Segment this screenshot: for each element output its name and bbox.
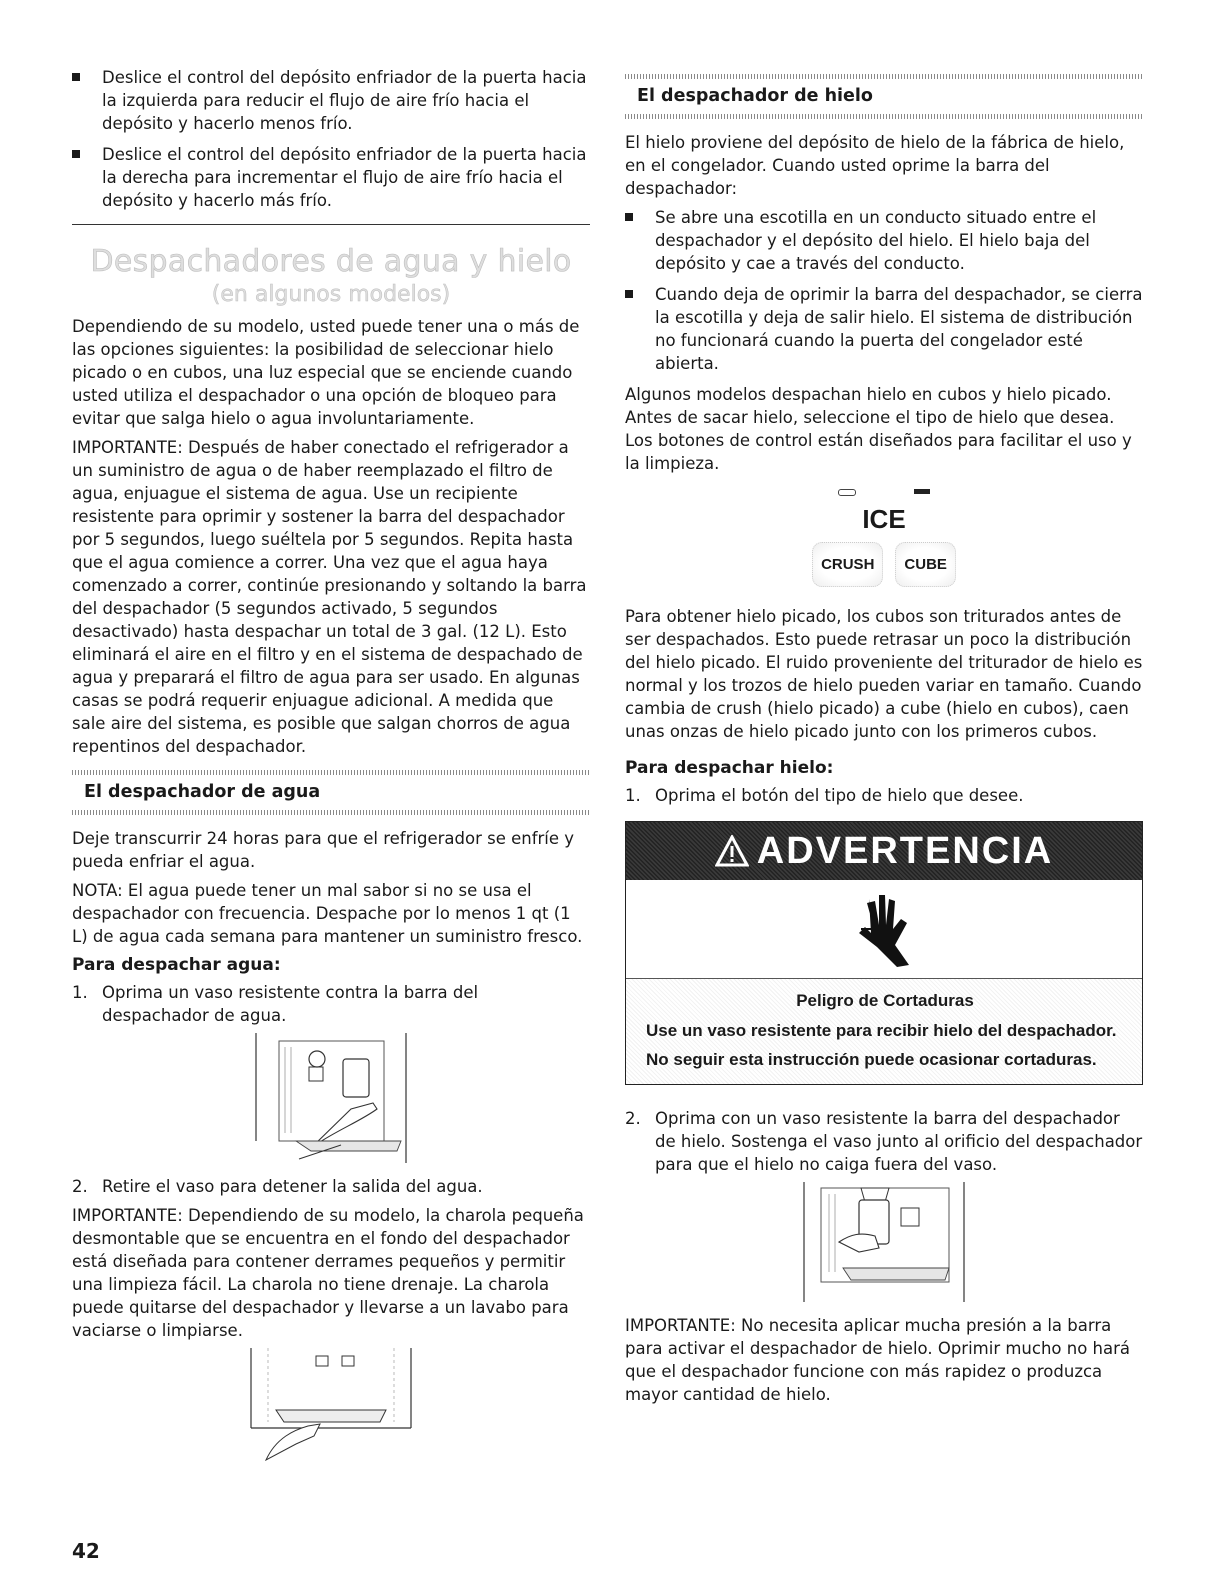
section-title: Despachadores de agua y hielo — [90, 244, 572, 279]
water-dispenser-heading: El despachador de agua — [84, 782, 321, 802]
important-tray-paragraph: IMPORTANTE: Dependiendo de su modelo, la charola pequeña desmontable que se encuentra en el fondo del despachador está diseñada para contener derrames pequeños y permitir una limpieza fácil. La charola no tiene drenaje. La charola puede quitarse del despachador y llevarse a un lavabo para vaciarse o limpiarse. — [72, 1206, 584, 1340]
section-divider — [72, 224, 590, 225]
cube-button[interactable]: CUBE — [895, 542, 956, 587]
list-item: Deslice el control del depósito enfriador de la puerta hacia la derecha para incrementar el flujo de aire frío hacia el depósito y hacerlo más frío. — [72, 143, 590, 212]
step-number: 2. — [72, 1177, 88, 1196]
crush-button[interactable]: CRUSH — [812, 542, 883, 587]
crush-indicator-icon — [838, 489, 856, 496]
step-text: Retire el vaso para detener la salida del agua. — [102, 1177, 483, 1196]
water-note: NOTA: El agua puede tener un mal sabor si no se usa el despachador con frecuencia. Despache por lo menos 1 qt (1 L) de agua cada semana para mantener un suministro fresco. — [72, 881, 583, 946]
ice-steps — [625, 784, 1143, 807]
warning-text: Use un vaso resistente para recibir hielo del despachador. — [646, 1021, 1117, 1040]
warning-body — [626, 979, 1142, 1084]
ice-steps-continued — [625, 1107, 1143, 1176]
warning-header — [626, 822, 1142, 880]
drip-tray-illustration — [72, 1348, 590, 1468]
water-dispenser-illustration — [72, 1033, 590, 1163]
intro-paragraph: Dependiendo de su modelo, usted puede tener una o más de las opciones siguientes: la posibilidad de seleccionar hielo picado o en cubos, una luz especial que se enciende cuando usted utiliza el despachador o una opción de bloqueo para evitar que salga hielo o agua involuntariamente. — [72, 317, 580, 428]
ice-bullets — [625, 206, 1143, 375]
section-subtitle: (en algunos modelos) — [211, 282, 451, 307]
step-text: Oprima el botón del tipo de hielo que desee. — [655, 786, 1024, 805]
hand-cut-hazard-icon — [849, 889, 919, 969]
water-steps-continued — [72, 1175, 590, 1198]
list-item — [625, 784, 1143, 807]
hatch-rule — [72, 810, 590, 815]
step-text: Oprima con un vaso resistente la barra del despachador de hielo. Sostenga el vaso junto al orificio del despachador para que el hielo no caiga fuera del vaso. — [655, 1109, 1143, 1174]
list-item: Deslice el control del depósito enfriador de la puerta hacia la izquierda para reducir el flujo de aire frío hacia el depósito y hacerlo menos frío. — [72, 66, 590, 135]
ice-paragraph: El hielo proviene del depósito de hielo de la fábrica de hielo, en el congelador. Cuando usted oprime la barra del despachador: — [625, 133, 1125, 198]
list-item — [72, 1175, 590, 1198]
glass-ice-dispenser-icon — [799, 1182, 969, 1302]
crushed-ice-paragraph: Para obtener hielo picado, los cubos son triturados antes de ser despachados. Esto puede retrasar un poco la distribución del hielo picado. El ruido proveniente del triturador de hielo es normal y los trozos de hielo pueden variar en tamaño. Cuando cambia de crush (hielo picado) a cube (hielo en cubos), caen unas onzas de hielo picado junto con los primeros cubos. — [625, 607, 1143, 741]
ice-dispenser-illustration — [625, 1182, 1143, 1302]
ice-types-paragraph: Algunos modelos despachan hielo en cubos y hielo picado. Antes de sacar hielo, seleccione el tipo de hielo que desea. Los botones de control están diseñados para facilitar el uso y la limpieza. — [625, 385, 1132, 473]
glass-dispenser-icon — [251, 1033, 411, 1163]
step-number: 1. — [72, 983, 88, 1002]
water-paragraph: Deje transcurrir 24 horas para que el refrigerador se enfríe y pueda enfriar el agua. — [72, 829, 575, 871]
ice-control-panel — [625, 489, 1143, 587]
step-number: 2. — [625, 1109, 641, 1128]
page-number: 42 — [72, 1539, 100, 1563]
water-steps — [72, 981, 590, 1027]
important-pressure-paragraph: IMPORTANTE: No necesita aplicar mucha presión a la barra para activar el despachador de hielo. Oprimir mucho no hará que el despachador funcione con más rapidez o produzca mayor cantidad de hielo. — [625, 1316, 1131, 1404]
ice-dispenser-heading: El despachador de hielo — [637, 86, 873, 106]
list-item: Se abre una escotilla en un conducto situado entre el despachador y el depósito del hielo. El hielo baja del depósito y cae a través del conducto. — [625, 206, 1143, 275]
warning-title: Peligro de Cortaduras — [796, 991, 974, 1010]
warning-text: No seguir esta instrucción puede ocasionar cortaduras. — [646, 1050, 1097, 1069]
warning-icon-area — [626, 880, 1142, 979]
list-item: Cuando deja de oprimir la barra del despachador, se cierra la escotilla y deja de salir hielo. El sistema de distribución no funcionará cuando la puerta del congelador esté abierta. — [625, 283, 1143, 375]
hatch-rule — [625, 114, 1143, 119]
step-number: 1. — [625, 786, 641, 805]
door-bin-bullets — [72, 66, 590, 212]
ice-buttons — [625, 542, 1143, 587]
right-column — [625, 66, 1143, 1412]
dispense-ice-heading: Para despachar hielo: — [625, 758, 834, 778]
warning-box — [625, 821, 1143, 1085]
drip-tray-icon — [246, 1348, 416, 1468]
step-text: Oprima un vaso resistente contra la barra del despachador de agua. — [102, 983, 479, 1025]
list-item — [72, 981, 590, 1027]
ice-panel-label: ICE — [862, 504, 906, 534]
important-flush-paragraph: IMPORTANTE: Después de haber conectado el refrigerador a un suministro de agua o de haber reemplazado el filtro de agua, enjuague el sistema de agua. Use un recipiente resistente para oprimir y sostener la barra del despachador por 5 segundos, luego suéltela por 5 segundos. Repita hasta que el agua comience a correr. Una vez que el agua haya comenzado a correr, continúe presionando y soltando la barra del despachador (5 segundos activado, 5 segundos desactivado) hasta despachar un total de 3 gal. (12 L). Esto eliminará el aire en el filtro y en el sistema de despachado de agua y preparará el filtro de agua para ser usado. En algunas casas se podrá requerir enjuague adicional. A medida que sale aire del sistema, es posible que salgan chorros de agua repentinos del despachador. — [72, 438, 587, 756]
dispense-water-heading: Para despachar agua: — [72, 955, 281, 975]
warning-label: ADVERTENCIA — [756, 829, 1054, 872]
warning-triangle-icon — [715, 835, 749, 867]
ice-indicators — [625, 489, 1143, 496]
cube-indicator-icon — [914, 489, 930, 494]
list-item — [625, 1107, 1143, 1176]
left-column — [72, 66, 590, 1480]
